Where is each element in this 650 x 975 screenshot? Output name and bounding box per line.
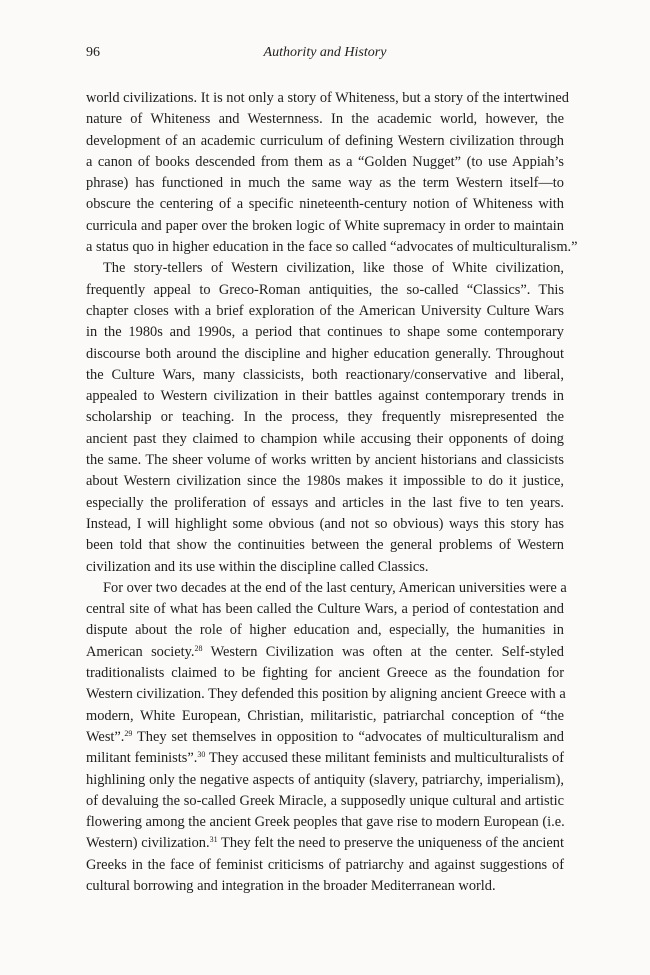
- text-line: [86, 280, 564, 301]
- text-segment: Instead, I will highlight some obvious (and not so obvious) ways this story has: [86, 515, 564, 532]
- text-line: [86, 663, 564, 684]
- body-text: [86, 88, 578, 897]
- text-segment: American society.: [86, 643, 195, 660]
- text-line: [86, 109, 564, 130]
- text-line: [86, 770, 564, 791]
- text-line: [86, 706, 564, 727]
- text-segment: West”.: [86, 728, 125, 745]
- text-segment: development of an academic curriculum of defining Western civilization through: [86, 132, 564, 149]
- text-line: [86, 833, 564, 854]
- text-segment: civilization and its use within the discipline called Classics.: [86, 558, 429, 575]
- text-line: [86, 216, 564, 237]
- text-segment: dispute about the role of higher education and, especially, the humanities in: [86, 622, 564, 639]
- text-line: [86, 131, 564, 152]
- text-segment: Western) civilization.: [86, 835, 210, 852]
- text-segment: the same. The sheer volume of works written by ancient historians and classicists: [86, 452, 564, 469]
- text-line: [86, 450, 564, 471]
- text-line: [86, 152, 564, 173]
- text-line: [86, 493, 564, 514]
- text-segment: phrase) has functioned in much the same way as the term Western itself—to: [86, 175, 564, 192]
- text-segment: the Culture Wars, many classicists, both reactionary/conservative and liberal,: [86, 366, 564, 383]
- text-segment: cultural borrowing and integration in the broader Mediterranean world.: [86, 877, 496, 894]
- text-segment: obscure the centering of a specific nineteenth-century notion of Whiteness with: [86, 196, 564, 213]
- text-line: [86, 237, 578, 258]
- text-segment: discourse both around the discipline and higher education generally. Throughout: [86, 345, 564, 362]
- text-segment: For over two decades at the end of the last century, American universities were a: [103, 579, 567, 596]
- text-segment: a status quo in higher education in the face so called “advocates of multiculturalism.”: [86, 239, 578, 256]
- text-segment: of devaluing the so-called Greek Miracle, a supposedly unique cultural and artistic: [86, 792, 564, 809]
- text-segment: curricula and paper over the broken logic of White supremacy in order to maintain: [86, 217, 564, 234]
- running-title: Authority and History: [263, 45, 387, 60]
- text-line: [86, 642, 564, 663]
- text-segment: central site of what has been called the Culture Wars, a period of contestation and: [86, 601, 564, 618]
- running-head: [86, 45, 564, 65]
- text-segment: especially the proliferation of essays and articles in the last five to ten years.: [86, 494, 564, 511]
- text-segment: Western civilization. They defended this position by aligning ancient Greece with a: [86, 686, 566, 703]
- text-segment: appealed to Western civilization in their battles against contemporary trends in: [86, 388, 564, 405]
- text-line: [86, 365, 564, 386]
- text-line: [86, 599, 564, 620]
- text-segment: traditionalists claimed to be fighting for ancient Greece as the foundation for: [86, 665, 564, 682]
- footnote-marker: 30: [197, 750, 206, 760]
- text-segment: nature of Whiteness and Westernness. In the academic world, however, the: [86, 111, 564, 128]
- text-segment: militant feminists”.: [86, 750, 198, 767]
- text-segment: highlining only the negative aspects of antiquity (slavery, patriarchy, imperialism),: [86, 771, 564, 788]
- text-segment: in the 1980s and 1990s, a period that continues to shape some contemporary: [86, 324, 564, 341]
- text-segment: about Western civilization since the 1980s makes it impossible to do it justice,: [86, 473, 564, 490]
- text-segment: Greeks in the face of feminist criticisms of patriarchy and against suggestions of: [86, 856, 564, 873]
- text-line: [86, 344, 564, 365]
- text-segment: Western Civilization was often at the center. Self-styled: [202, 643, 564, 660]
- text-line: [86, 557, 564, 578]
- page-number: 96: [86, 45, 100, 60]
- text-line: [86, 407, 564, 428]
- text-segment: scholarship or teaching. In the process, they frequently misrepresented the: [86, 409, 564, 426]
- text-line: [86, 194, 564, 215]
- text-line: [86, 301, 564, 322]
- text-line: [86, 791, 564, 812]
- text-line: [86, 812, 564, 833]
- text-line: [86, 429, 564, 450]
- text-line: [86, 471, 564, 492]
- text-segment: world civilizations. It is not only a story of Whiteness, but a story of the intertwined: [86, 90, 569, 106]
- text-line: [86, 258, 564, 279]
- text-line: [86, 173, 564, 194]
- text-segment: frequently appeal to Greco-Roman antiquities, the so-called “Classics”. This: [86, 281, 564, 298]
- text-line: [86, 876, 564, 897]
- footnote-marker: 29: [124, 728, 133, 738]
- text-line: [86, 535, 564, 556]
- text-segment: a canon of books descended from them as a “Golden Nugget” (to use Appiah’s: [86, 153, 564, 170]
- text-segment: They accused these militant feminists and multiculturalists of: [205, 750, 564, 767]
- text-line: [86, 386, 564, 407]
- text-line: [86, 578, 567, 599]
- text-segment: They felt the need to preserve the uniqueness of the ancient: [217, 835, 564, 852]
- footnote-marker: 28: [194, 643, 203, 653]
- text-segment: ancient past they claimed to champion while accusing their opponents of doing: [86, 430, 564, 447]
- text-line: [86, 322, 564, 343]
- text-segment: modern, White European, Christian, militaristic, patriarchal conception of “the: [86, 707, 564, 724]
- text-segment: They set themselves in opposition to “advocates of multiculturalism and: [132, 728, 564, 745]
- text-line: [86, 748, 564, 769]
- text-segment: been told that show the continuities between the general problems of Western: [86, 537, 564, 554]
- text-line: [86, 88, 569, 109]
- text-segment: flowering among the ancient Greek peoples that gave rise to modern European (i.e.: [86, 814, 565, 831]
- text-line: [86, 620, 564, 641]
- text-segment: The story-tellers of Western civilization, like those of White civilization,: [103, 260, 564, 277]
- text-segment: chapter closes with a brief exploration of the American University Culture Wars: [86, 302, 564, 319]
- text-line: [86, 727, 564, 748]
- text-line: [86, 684, 564, 705]
- text-line: [86, 514, 564, 535]
- footnote-marker: 31: [209, 835, 218, 845]
- text-line: [86, 855, 564, 876]
